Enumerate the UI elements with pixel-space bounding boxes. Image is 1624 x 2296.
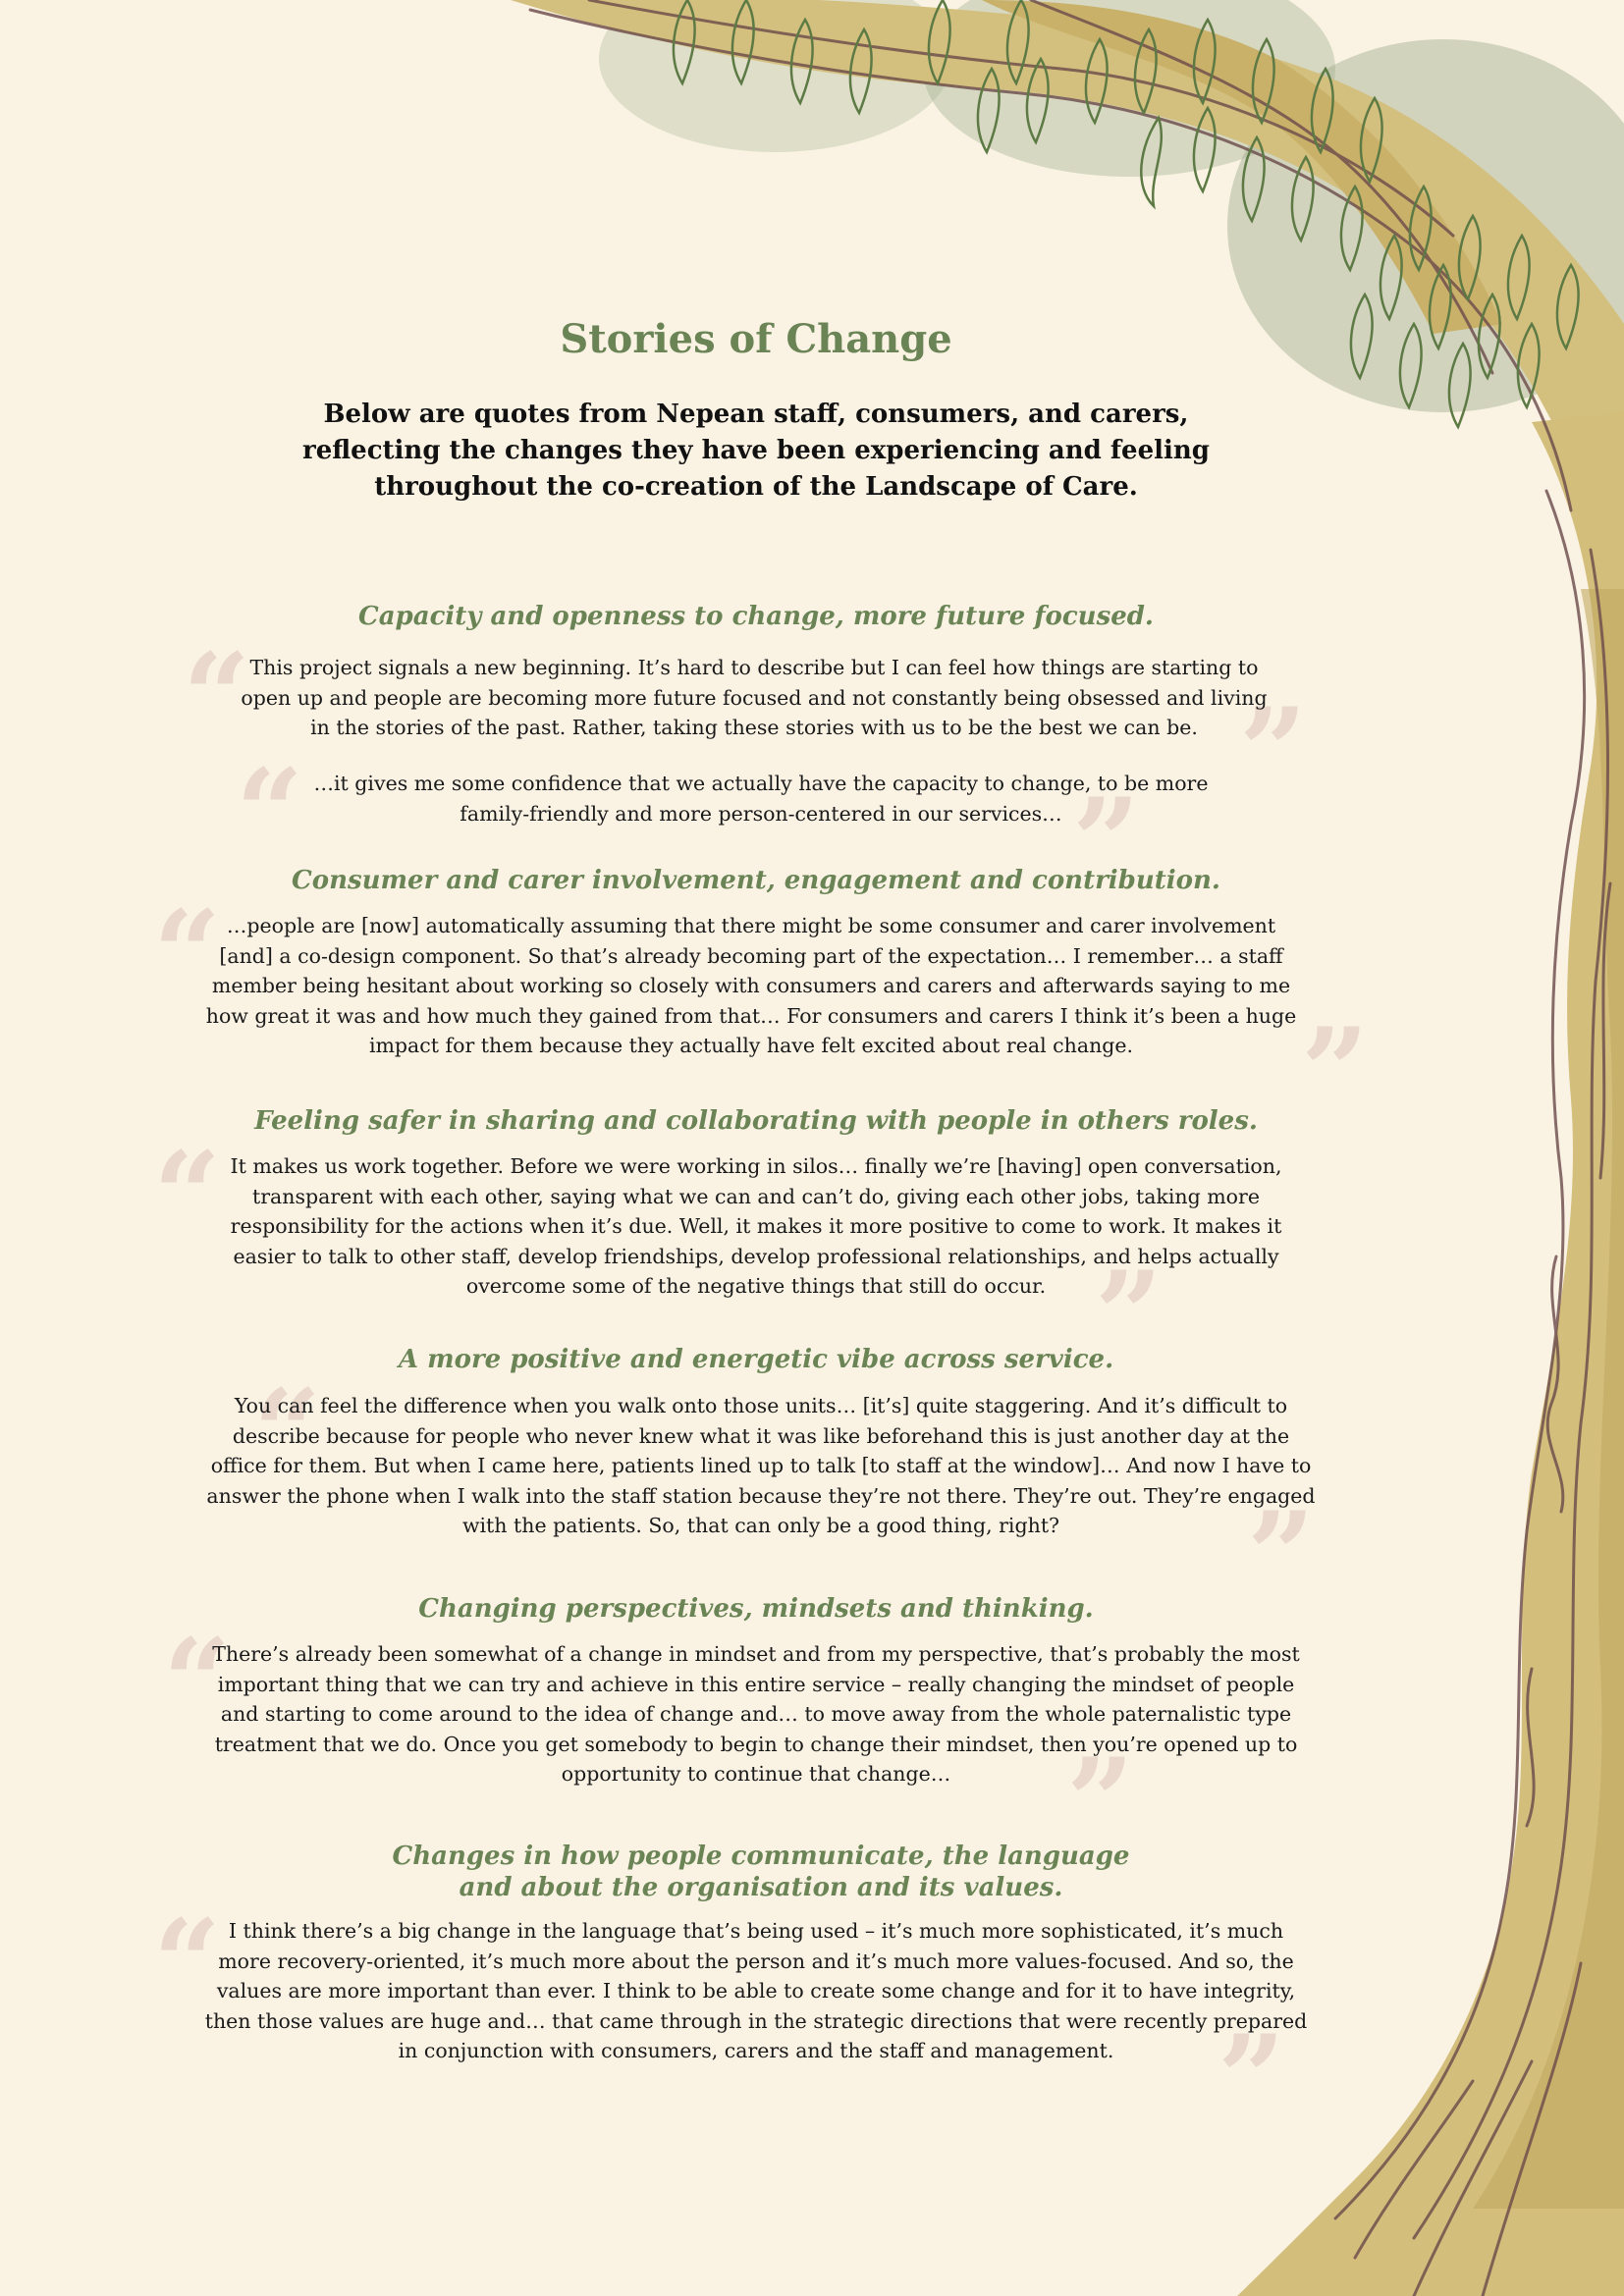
quote-text: This project signals a new beginning. It’s hard to describe but I can feel how things are starting to open up and people are becoming more future focused and not constantly being obsessed and living in the stories of the past. Rather, taking these stories with us to be the best we can be. (241, 656, 1268, 739)
close-quote-mark: ” (1247, 1486, 1316, 1625)
close-quote-mark: ” (1301, 1002, 1370, 1141)
quote-text: You can feel the difference when you walk onto those units… [it’s] quite staggering. And it’s difficult to describe because for people who never knew what it was like beforehand this is just another day at the office for them. But when I came here, patients lined up to talk [to staff at the window]… And now I have to answer the phone when I walk into the staff station because they’re not there. They’re out. They’re engaged with the patients. So, that can only be a good thing, right? (206, 1394, 1316, 1537)
intro-text: Below are quotes from Nepean staff, consumers, and carers, reflecting the changes they have been experiencing and feeling throughout the co-creation of the Landscape of Care. (302, 400, 1210, 502)
open-quote-mark: “ (236, 743, 304, 881)
close-quote-mark: ” (1066, 1733, 1135, 1871)
section-heading: Feeling safer in sharing and collaborating with people in others roles. (254, 1106, 1258, 1136)
section-heading: A more positive and energetic vibe across service. (398, 1345, 1114, 1374)
open-quote-mark: “ (153, 1894, 222, 2032)
quote-text: It makes us work together. Before we were working in silos… finally we’re [having] open conversation, transparent with each other, saying what we can and can’t do, giving each other jobs, taking more responsibility for the actions when it’s due. Well, it makes it more positive to come to work. It makes it easier to talk to other staff, develop friendships, develop professional relationships, and helps actually overcome some of the negative things that still do occur. (230, 1154, 1282, 1298)
quote-text: …it gives me some confidence that we actually have the capacity to change, to be more family-friendly and more person-centered in our services… (313, 772, 1209, 826)
close-quote-mark: ” (1218, 2009, 1286, 2148)
open-quote-mark: “ (253, 1363, 322, 1502)
close-quote-mark: ” (1095, 1246, 1164, 1384)
quote-text: I think there’s a big change in the language that’s being used – it’s much more sophisticated, it’s much more recovery-oriented, it’s much more about the person and it’s much more values-focused. And so, the values are more important than ever. I think to be able to create some change and for it to have integrity, then those values are huge and… that came through in the strategic directions that were recently prepared in conjunction with consumers, carers and the staff and management. (204, 1919, 1308, 2062)
quote-text: …people are [now] automatically assuming that there might be some consumer and carer involvement [and] a co-design component. So that’s already becoming part of the expectation… I remember… a staff member being hesitant about working so closely with consumers and carers and afterwards saying to me how great it was and how much they gained from that… For consumers and carers I think it’s been a huge impact for them because they actually have felt excited about real change. (205, 914, 1297, 1057)
open-quote-mark: “ (153, 884, 222, 1023)
section-heading: Capacity and openness to change, more future focused. (358, 602, 1154, 631)
close-quote-mark: ” (1239, 682, 1308, 821)
open-quote-mark: “ (183, 627, 251, 766)
quote-text: There’s already been somewhat of a change in mindset and from my perspective, that’s probably the most important thing that we can try and achieve in this entire service – really changing the mindset of people and starting to come around to the idea of change and… to move away from the whole paternalistic type treatment that we do. Once you get somebody to begin to change their mindset, then you’re opened up to opportunity to continue that change… (212, 1642, 1300, 1786)
open-quote-mark: “ (163, 1613, 232, 1751)
section-heading: Changing perspectives, mindsets and thinking. (418, 1594, 1094, 1624)
open-quote-mark: “ (153, 1126, 222, 1264)
section-heading: Consumer and carer involvement, engagement and contribution. (292, 866, 1220, 895)
page-title: Stories of Change (560, 316, 952, 362)
section-heading: Changes in how people communicate, the language and about the organisation and its values. (392, 1842, 1130, 1902)
close-quote-mark: ” (1072, 773, 1141, 911)
